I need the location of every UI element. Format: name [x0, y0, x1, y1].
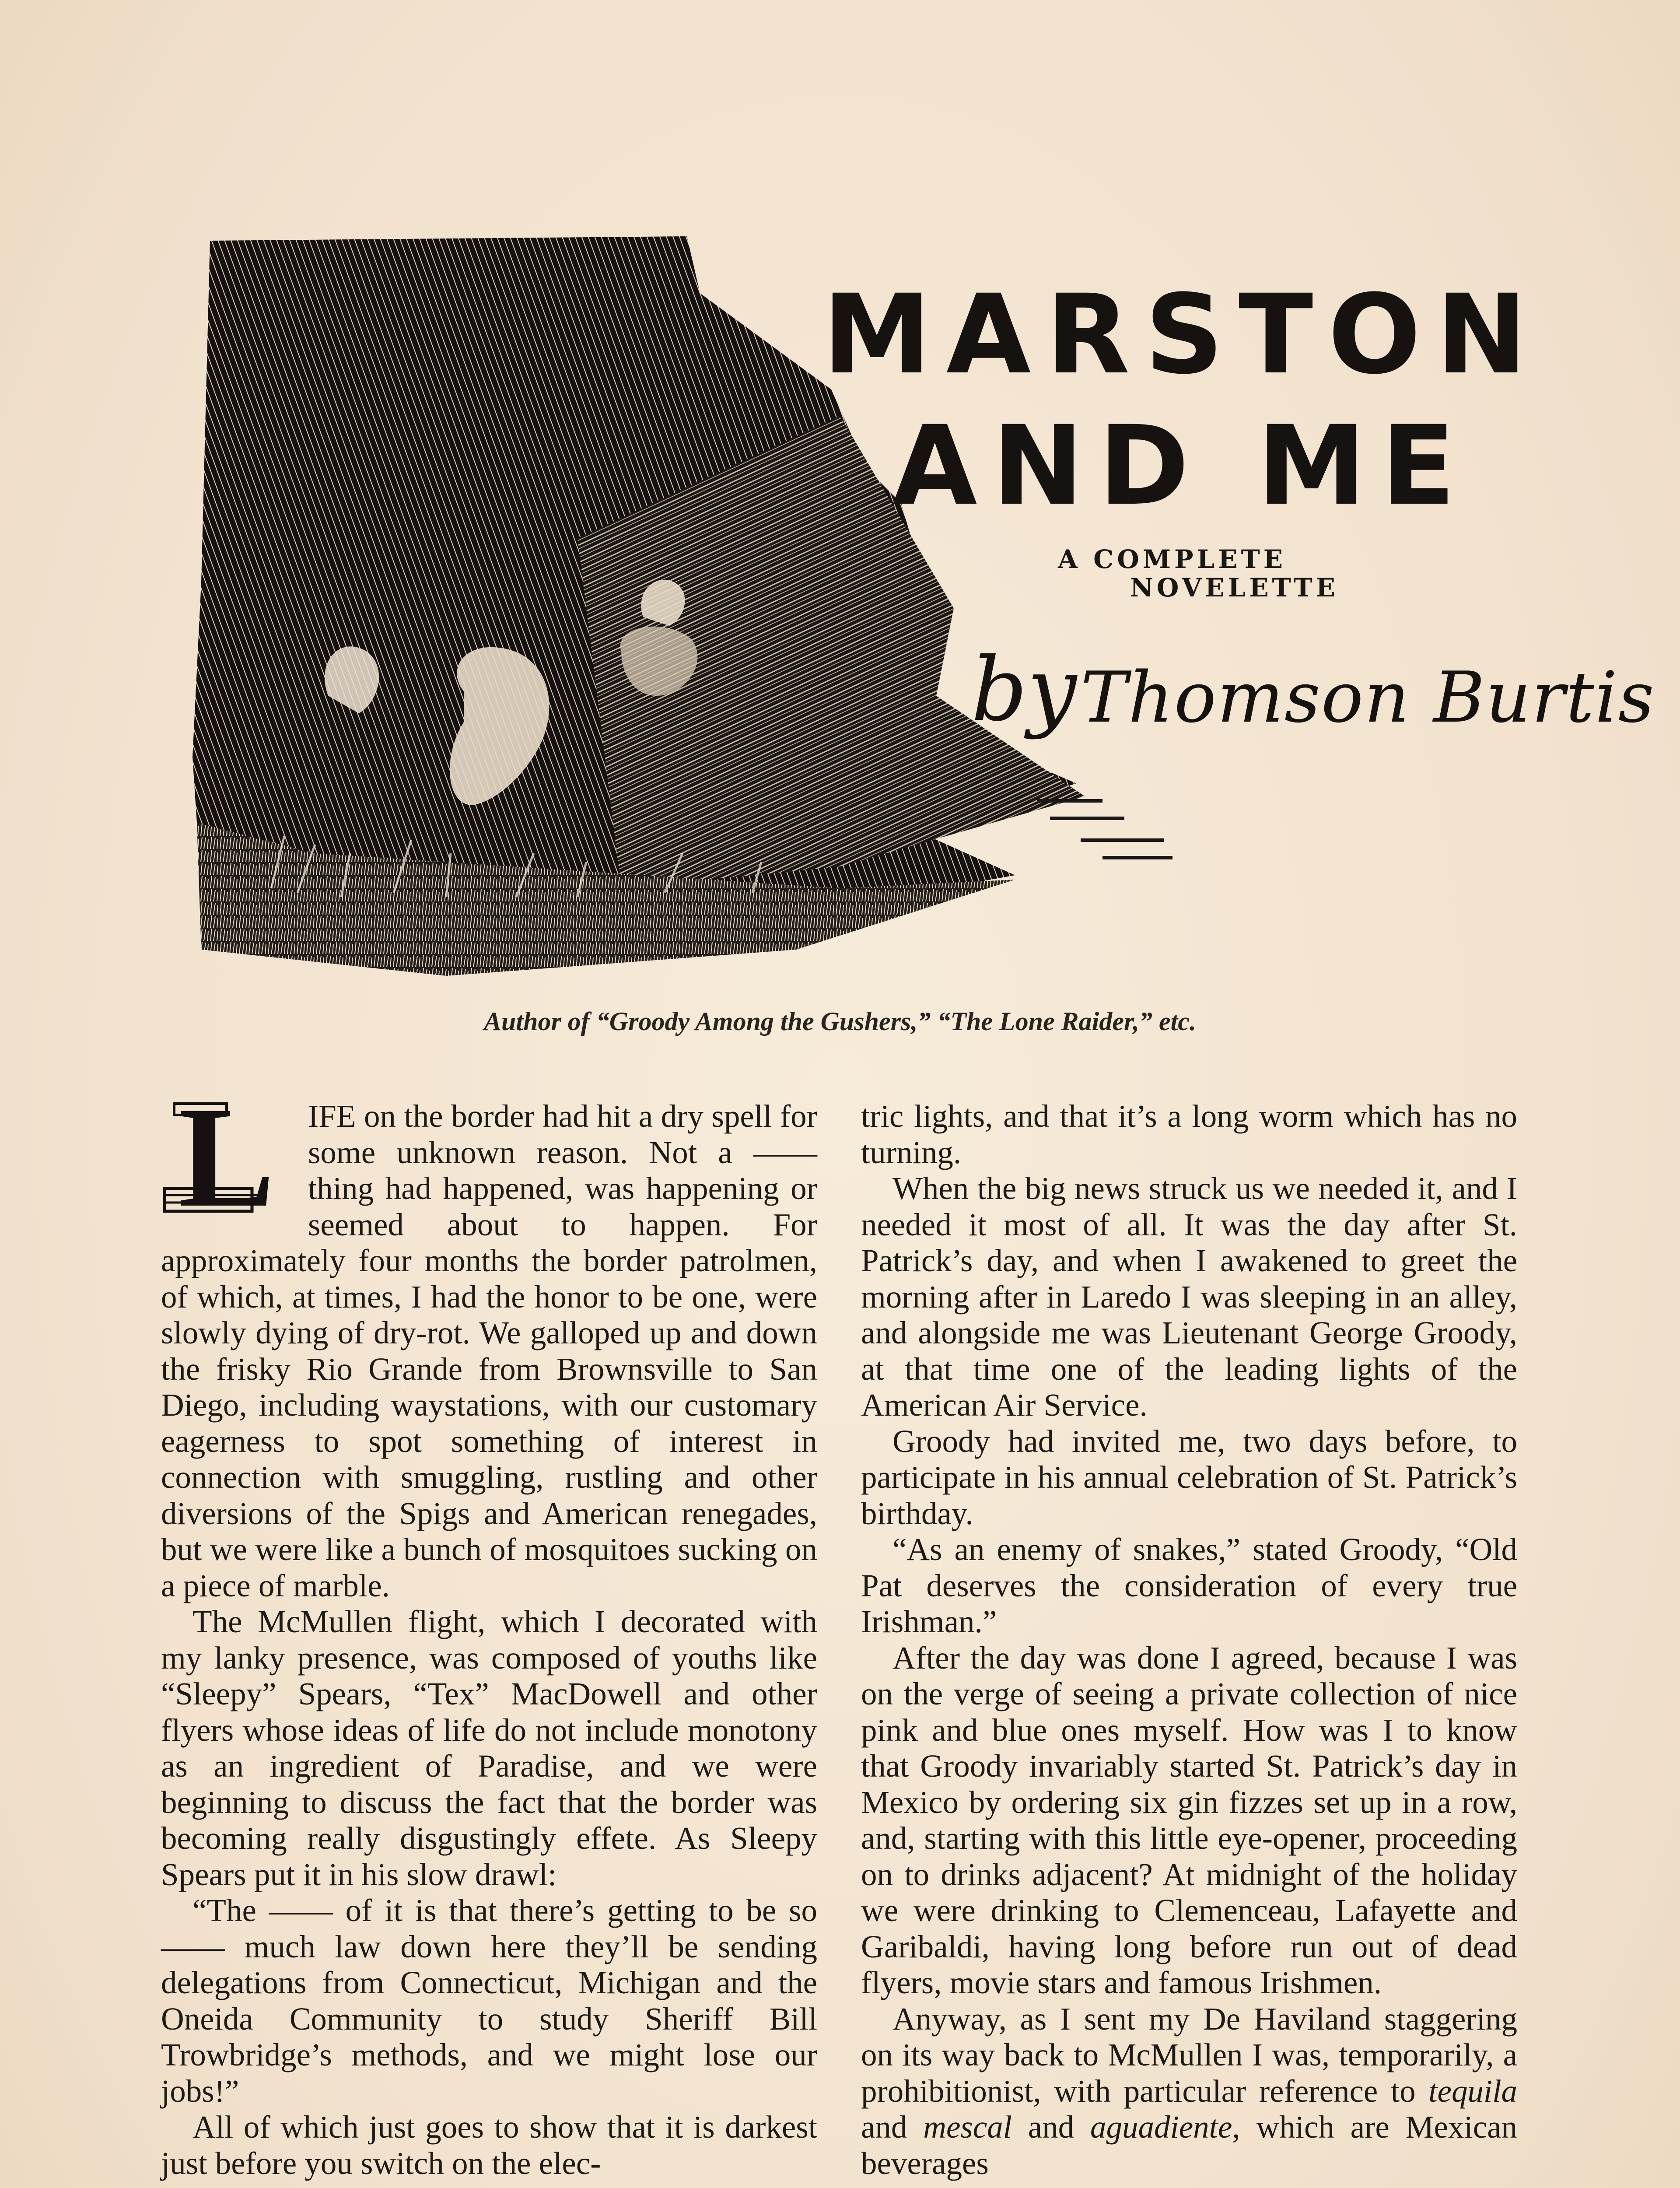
- paragraph: When the big news struck us we needed it, and I needed it most of all. It was the day after St. Patrick’s day, and when I awakened to greet the morning after in Laredo I was sleeping in an alley, and alongside me was Lieutenant George Groody, at that time one of the leading lights of the American Air Service.: [861, 1171, 1517, 1423]
- drop-cap: [161, 1077, 297, 1237]
- text-run: Anyway, as I sent my De Haviland staggering on its way back to McMullen I was, temporarily, a prohibitionist, with particular reference to: [861, 2001, 1517, 2109]
- paragraph: The McMullen flight, which I decorated with my lanky presence, was composed of youths like “Sleepy” Spears, “Tex” MacDowell and other flyers whose ideas of life do not include monotony as an ingredient of Paradise, and we were beginning to discuss the fact that the border was becoming really disgustingly effete. As Sleepy Spears put it in his slow drawl:: [161, 1604, 817, 1892]
- paragraph: “The —— of it is that there’s getting to be so —— much law down here they’ll be sending delegations from Connecticut, Michigan and the Oneida Community to study Sheriff Bill Trowbridge’s methods, and we might lose our jobs!”: [161, 1893, 817, 2109]
- left-column: [161, 1077, 817, 2181]
- italic-word: aguadiente: [1090, 2109, 1232, 2145]
- author-credits: Author of “Groody Among the Gushers,” “The Lone Raider,” etc.: [484, 1007, 1196, 1036]
- paragraph: All of which just goes to show that it is darkest just before you switch on the elec-: [161, 2109, 817, 2181]
- title-line-1: MARSTON: [822, 271, 1543, 398]
- title-line-2: AND ME: [892, 402, 1470, 529]
- text-run: and: [861, 2109, 924, 2145]
- drop-cap-letter: L: [178, 1077, 275, 1237]
- text-run: and: [1012, 2109, 1090, 2145]
- subtitle-line-1: A COMPLETE: [1057, 544, 1286, 574]
- byline: [971, 639, 1655, 770]
- byline-prefix: by: [971, 639, 1077, 741]
- paragraph: Groody had invited me, two days before, to participate in his annual celebration of St. Patrick’s birthday.: [861, 1423, 1517, 1531]
- author-name: Thomson Burtis: [1081, 656, 1655, 738]
- text-run: , which are Mexican beverages: [861, 2109, 1517, 2181]
- italic-word: mescal: [923, 2109, 1012, 2145]
- paragraph: tric lights, and that it’s a long worm which has no turning.: [861, 1098, 1517, 1170]
- right-column: [861, 1098, 1517, 2181]
- paragraph: “As an enemy of snakes,” stated Groody, “Old Pat deserves the consideration of every true Irishman.”: [861, 1532, 1517, 1639]
- paragraph: IFE on the border had hit a dry spell for some unknown reason. Not a —— thing had happened, was happening or seemed about to happen. For approximately four months the border patrolmen, of which, at times, I had the honor to be one, were slowly dying of dry-rot. We galloped up and down the frisky Rio Grande from Brownsville to San Diego, including waystations, with our customary eagerness to spot something of interest in connection with smuggling, rustling and other diversions of the Spigs and American renegades, but we were like a bunch of mosquitoes sucking on a piece of marble.: [161, 1098, 817, 1603]
- subtitle-line-2: NOVELETTE: [1130, 573, 1339, 603]
- italic-word: tequila: [1428, 2073, 1517, 2109]
- paragraph: After the day was done I agreed, because I was on the verge of seeing a private collection of nice pink and blue ones myself. How was I to know that Groody invariably started St. Patrick’s day in Mexico by ordering six gin fizzes set up in a row, and, starting with this little eye-opener, proceeding on to drinks adjacent? At midnight of the holiday we were drinking to Clemenceau, Lafayette and Garibaldi, having long before run out of dead flyers, movie stars and famous Irishmen.: [861, 1640, 1517, 2000]
- paragraph: [861, 2001, 1517, 2182]
